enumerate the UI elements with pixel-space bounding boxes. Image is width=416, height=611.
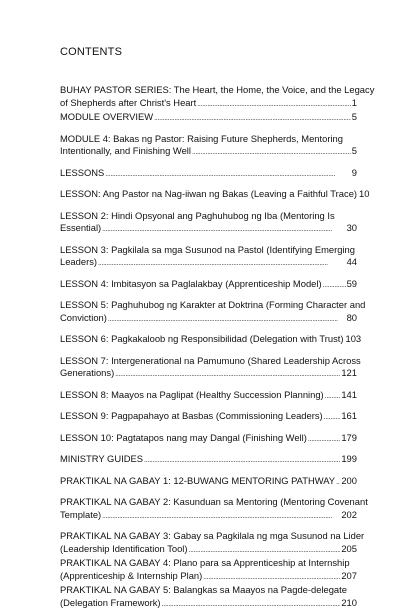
toc-entry[interactable]: [60, 475, 357, 490]
toc-entry[interactable]: [60, 210, 357, 237]
toc-entry-title: Essential): [60, 222, 101, 235]
toc-entry-title: LESSON 6: Pagkakaloob ng Responsibilidad (Delegation with Trust): [60, 333, 344, 346]
dot-leader: [105, 167, 350, 182]
toc-entry[interactable]: [60, 530, 357, 557]
toc-entry-title: LESSON 8: Maayos na Paglipat (Healthy Succession Planning): [60, 389, 324, 402]
dot-leader: [192, 145, 351, 160]
toc-entry[interactable]: [60, 84, 357, 111]
toc-entry-title: (Leadership Identification Tool): [60, 543, 188, 556]
dot-leader: [98, 256, 346, 271]
dot-leader: [189, 543, 341, 558]
toc-entry[interactable]: [60, 557, 357, 584]
toc-entry-title: LESSON 10: Pagtatapos nang may Dangal (Finishing Well): [60, 432, 307, 445]
toc-entry-line: PRAKTIKAL NA GABAY 3: Gabay sa Pagkilala ng mga Susunod na Lider: [60, 530, 357, 543]
toc-page-number: 9: [352, 167, 357, 180]
toc-entry-title: Template): [60, 509, 101, 522]
dot-leader: [108, 312, 346, 327]
toc-entry-title: MINISTRY GUIDES: [60, 453, 143, 466]
toc-page-number: 141: [341, 389, 357, 402]
toc-page-number: 200: [341, 475, 357, 488]
dot-leader: [102, 222, 345, 237]
toc-entry[interactable]: [60, 432, 357, 447]
toc-page-number: 207: [341, 570, 357, 583]
toc-page-number: 161: [341, 410, 357, 423]
toc-page-number: 205: [341, 543, 357, 556]
toc-page-number: 121: [341, 367, 357, 380]
dot-leader: [115, 367, 340, 382]
toc-page-number: 44: [347, 256, 357, 269]
toc-entry-line: LESSON 3: Pagkilala sa mga Susunod na Pastol (Identifying Emerging: [60, 244, 357, 257]
contents-heading: CONTENTS: [60, 46, 122, 58]
toc-entry[interactable]: [60, 496, 357, 523]
toc-page-number: 5: [352, 145, 357, 158]
toc-entry-title: Intentionally, and Finishing Well: [60, 145, 191, 158]
toc-page-number: 30: [347, 222, 357, 235]
toc-entry[interactable]: [60, 333, 357, 348]
toc-page-number: 210: [341, 597, 357, 610]
toc-list: [60, 84, 357, 611]
toc-page-number: 10: [359, 188, 369, 201]
toc-entry[interactable]: [60, 584, 357, 611]
toc-entry-title: LESSON 9: Pagpapahayo at Basbas (Commissioning Leaders): [60, 410, 323, 423]
dot-leader: [324, 410, 341, 425]
dot-leader: [197, 97, 351, 112]
toc-entry-line: BUHAY PASTOR SERIES: The Heart, the Home, the Voice, and the Legacy: [60, 84, 357, 97]
toc-entry-title: LESSONS: [60, 167, 104, 180]
toc-entry-title: (Delegation Framework): [60, 597, 161, 610]
toc-entry-title: LESSON 4: Imbitasyon sa Paglalakbay (Apprenticeship Model): [60, 278, 322, 291]
toc-entry-line: MODULE 4: Bakas ng Pastor: Raising Future Shepherds, Mentoring: [60, 133, 357, 146]
toc-entry[interactable]: [60, 167, 357, 182]
toc-entry[interactable]: [60, 111, 357, 126]
toc-entry-title: MODULE OVERVIEW: [60, 111, 153, 124]
dot-leader: [308, 432, 341, 447]
toc-page-number: 179: [341, 432, 357, 445]
toc-entry[interactable]: [60, 453, 357, 468]
toc-entry[interactable]: [60, 133, 357, 160]
toc-page-number: 80: [347, 312, 357, 325]
toc-page-number: 103: [346, 333, 362, 346]
toc-entry[interactable]: [60, 188, 357, 203]
dot-leader: [144, 453, 340, 468]
toc-page-number: 1: [352, 97, 357, 110]
dot-leader: [336, 475, 340, 490]
toc-entry-line: PRAKTIKAL NA GABAY 5: Balangkas sa Maayos na Pagde-delegate: [60, 584, 357, 597]
toc-entry-line: LESSON 7: Intergenerational na Pamumuno (Shared Leadership Across: [60, 355, 357, 368]
dot-leader: [203, 570, 340, 585]
toc-page-number: 5: [352, 111, 357, 124]
toc-entry[interactable]: [60, 244, 357, 271]
toc-entry-title: Leaders): [60, 256, 97, 269]
toc-entry-line: PRAKTIKAL NA GABAY 4: Plano para sa Apprenticeship at Internship: [60, 557, 357, 570]
toc-entry-title: of Shepherds after Christ's Heart: [60, 97, 196, 110]
toc-entry-line: PRAKTIKAL NA GABAY 2: Kasunduan sa Mentoring (Mentoring Covenant: [60, 496, 357, 509]
toc-entry[interactable]: [60, 299, 357, 326]
toc-page-number: 59: [347, 278, 357, 291]
dot-leader: [102, 509, 340, 524]
toc-entry-title: PRAKTIKAL NA GABAY 1: 12-BUWANG MENTORING PATHWAY: [60, 475, 335, 488]
toc-entry-title: LESSON: Ang Pastor na Nag-iiwan ng Bakas (Leaving a Faithful Trace): [60, 188, 357, 201]
toc-page-number: 199: [341, 453, 357, 466]
toc-entry[interactable]: [60, 355, 357, 382]
dot-leader: [323, 278, 346, 293]
toc-page-number: 202: [341, 509, 357, 522]
dot-leader: [162, 597, 341, 611]
dot-leader: [154, 111, 351, 126]
toc-entry-line: LESSON 2: Hindi Opsyonal ang Paghuhubog ng Iba (Mentoring Is: [60, 210, 357, 223]
toc-entry-title: Generations): [60, 367, 114, 380]
toc-entry[interactable]: [60, 278, 357, 293]
toc-entry-title: (Apprenticeship & Internship Plan): [60, 570, 202, 583]
toc-entry[interactable]: [60, 410, 357, 425]
toc-entry-title: Conviction): [60, 312, 107, 325]
toc-entry[interactable]: [60, 389, 357, 404]
toc-entry-line: LESSON 5: Paghuhubog ng Karakter at Doktrina (Forming Character and: [60, 299, 357, 312]
dot-leader: [325, 389, 341, 404]
